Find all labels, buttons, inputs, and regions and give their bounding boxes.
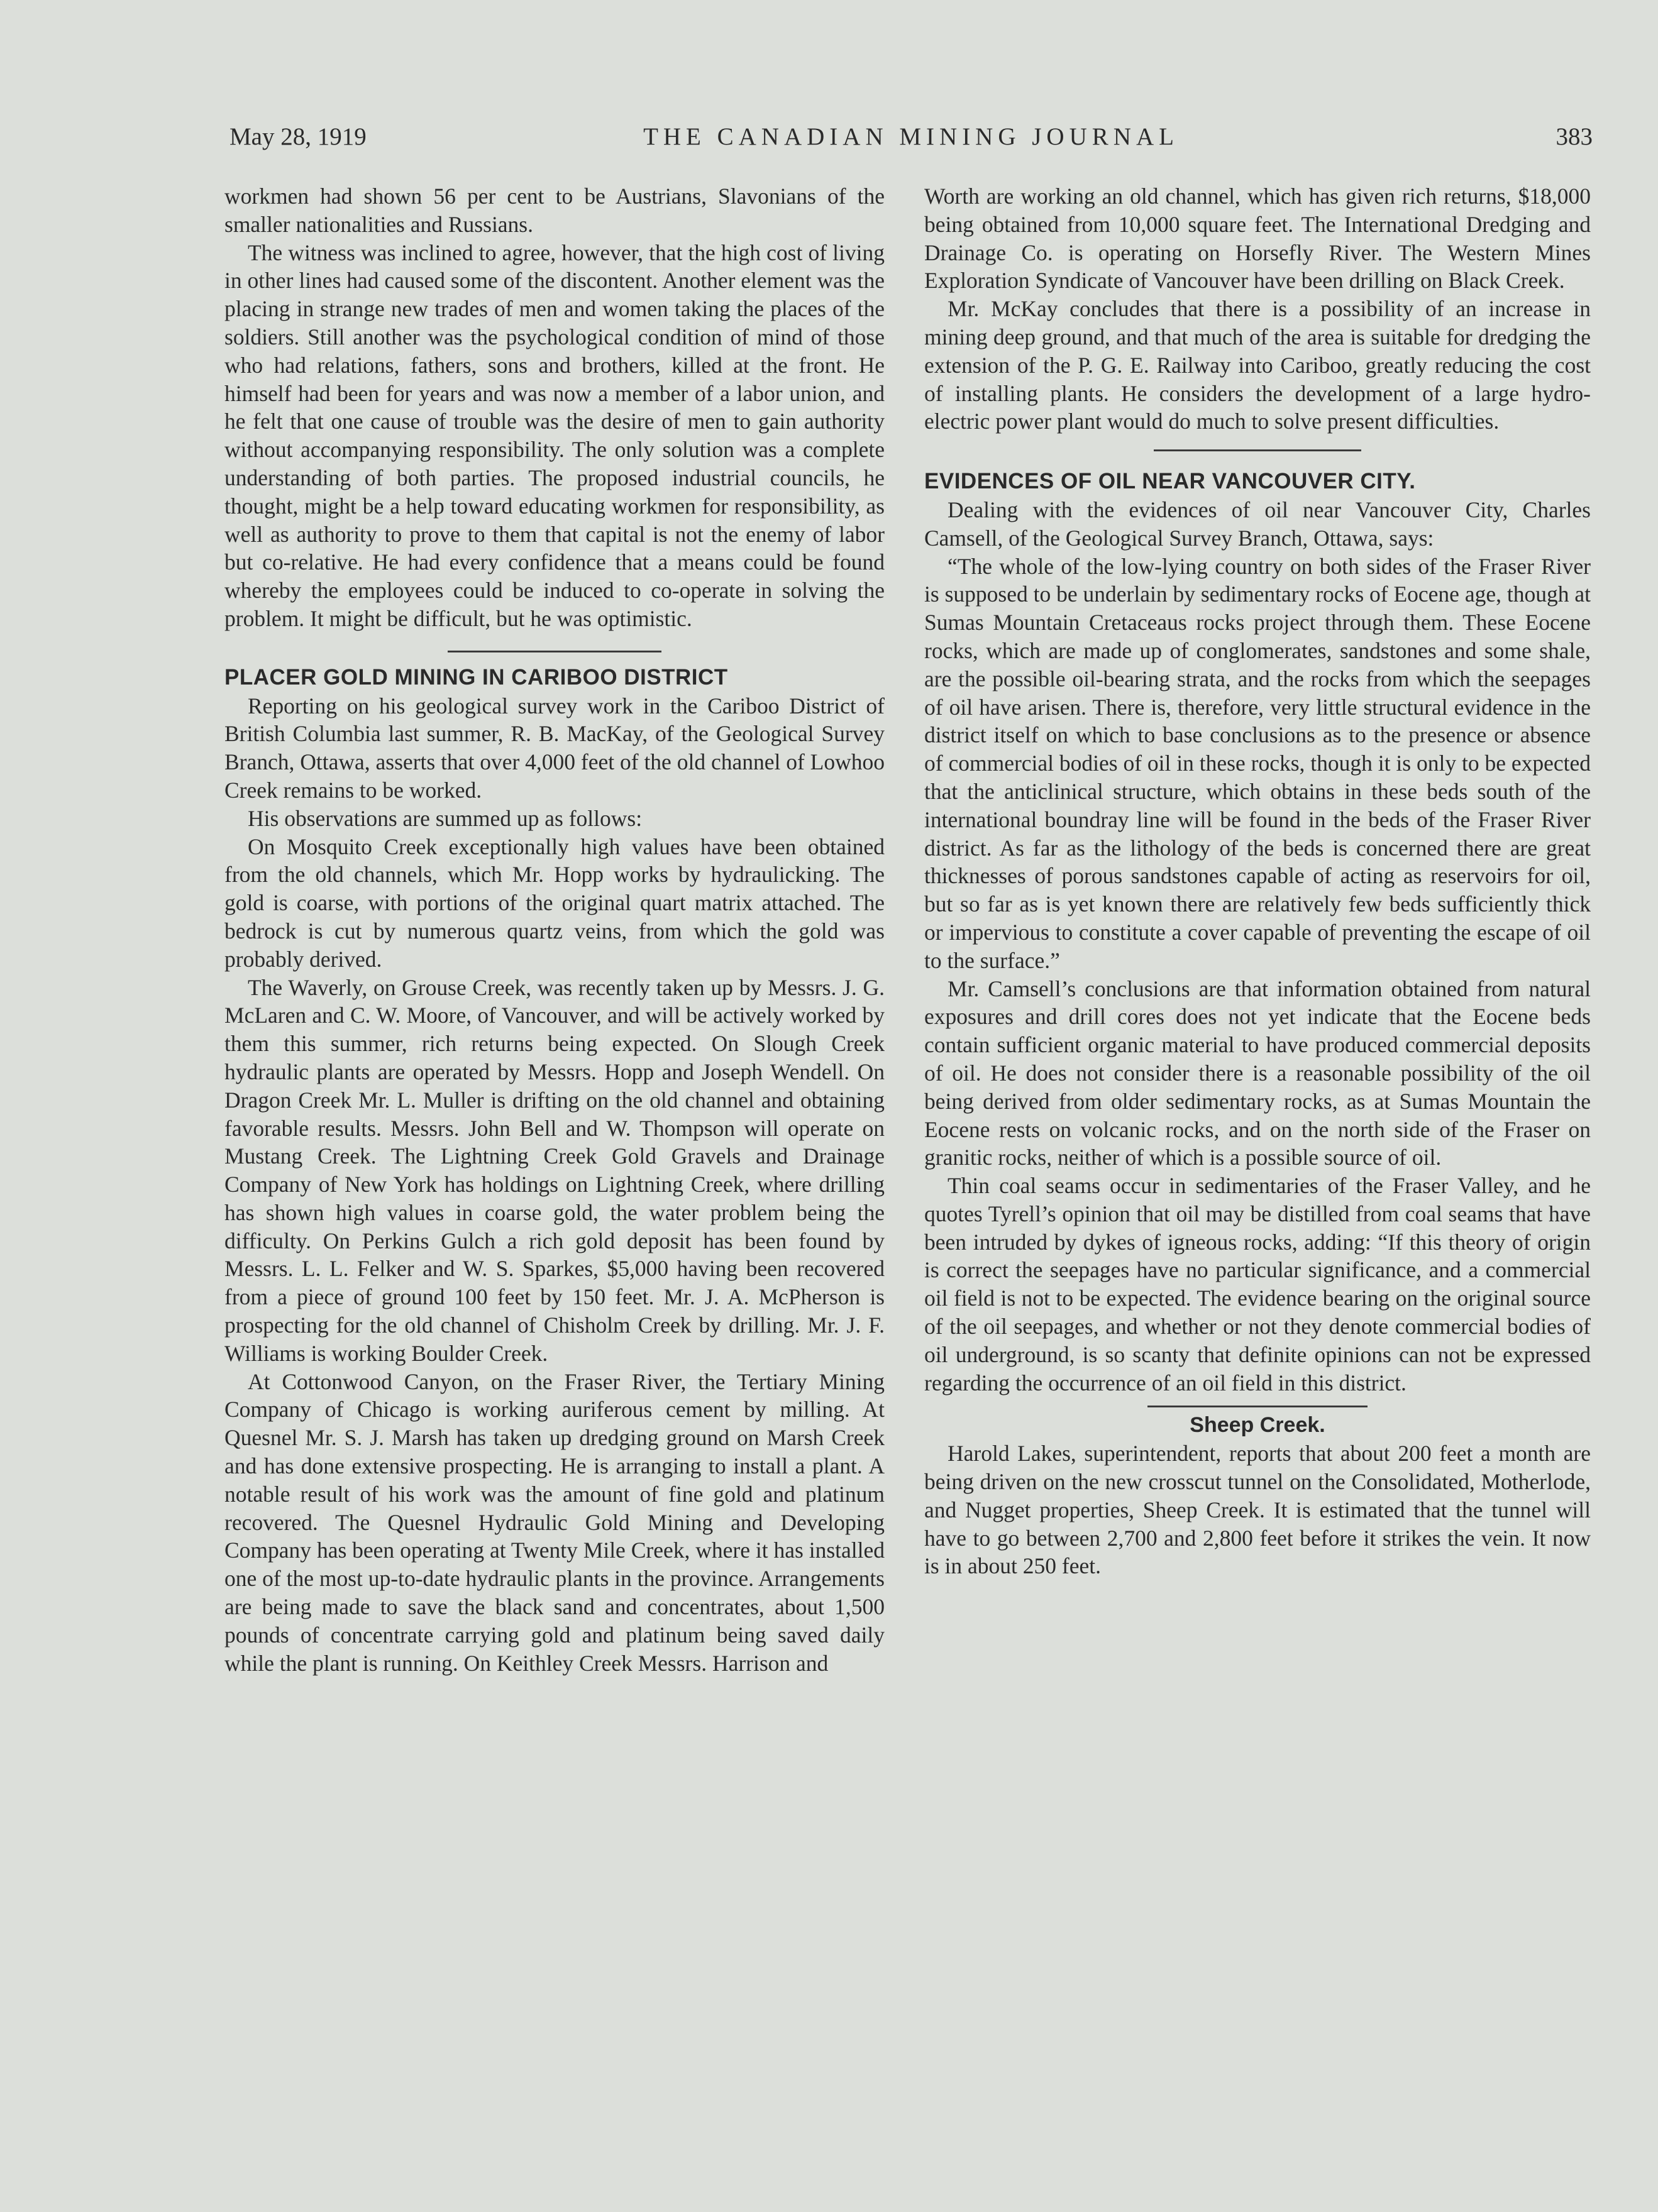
article-paragraph: Harold Lakes, superintendent, reports that about 200 feet a month are being driven on the new crosscut tunnel on the Consolidated, Motherlode, and Nugget properties, Sheep Creek. It is estimated that the tunnel will have to go between 2,700 and 2,800 feet before it strikes the vein. It now is in about 250 feet. xyxy=(924,1441,1591,1579)
article-paragraph: On Mosquito Creek exceptionally high values have been obtained from the old channels, which Mr. Hopp works by hydraulicking. The gold is coarse, with portions of the original quart matrix attached. The bedrock is cut by numerous quartz veins, from which the gold was probably derived. xyxy=(224,834,885,972)
section-divider xyxy=(1147,1406,1368,1407)
issue-date: May 28, 1919 xyxy=(229,123,367,150)
journal-title: THE CANADIAN MINING JOURNAL xyxy=(643,123,1179,150)
sheep-creek-heading: Sheep Creek. xyxy=(1190,1413,1325,1438)
article-paragraph: At Cottonwood Canyon, on the Fraser River, the Tertiary Mining Company of Chicago is working auriferous cement by milling. At Quesnel Mr. S. J. Marsh has taken up dredging ground on Marsh Creek and has done extensive prospecting. He is arranging to install a plant. A notable result of his work was the amount of fine gold and platinum recovered. The Quesnel Hydraulic Gold Mining and Developing Company has been operating at Twenty Mile Creek, where it has installed one of the most up-to-date hydraulic plants in the province. Arrangements are being made to save the black sand and concentrates, about 1,500 pounds of concentrate carrying gold and platinum being saved daily while the plant is running. On Keithley Creek Messrs. Harrison and xyxy=(224,1368,885,1676)
article-paragraph: workmen had shown 56 per cent to be Austrians, Slavonians of the smaller nationalities and Russians. xyxy=(224,184,885,237)
section-divider xyxy=(448,651,661,652)
article-paragraph: Dealing with the evidences of oil near Vancouver City, Charles Camsell, of the Geological Survey Branch, Ottawa, says: xyxy=(924,497,1591,551)
article-paragraph: His observations are summed up as follows: xyxy=(248,805,643,831)
article-paragraph: The witness was inclined to agree, however, that the high cost of living in other lines had caused some of the discontent. Another element was the placing in strange new trades of men and women taking the places of the soldiers. Still another was the psychological condition of mind of those who had relations, fathers, sons and brothers, killed at the front. He himself had been for years and was now a member of a labor union, and he felt that one cause of trouble was the desire of men to gain authority without accompanying responsibility. The only solution was a complete understanding of both parties. The proposed industrial councils, he thought, might be a help toward educating workmen for responsibility, as well as authority to prove to them that capital is not the enemy of labor but co-relative. He had every confidence that a means could be found whereby the employees could be induced to co-operate in solving the problem. It might be difficult, but he was optimistic. xyxy=(224,239,885,631)
page-number: 383 xyxy=(1556,123,1593,150)
placer-gold-heading: PLACER GOLD MINING IN CARIBOO DISTRICT xyxy=(224,664,728,690)
section-divider xyxy=(1154,449,1361,451)
article-paragraph: Thin coal seams occur in sedimentaries of the Fraser Valley, and he quotes Tyrell’s opinion that oil may be distilled from coal seams that have been intruded by dykes of igneous rocks, adding: “If this theory of origin is correct the seepages have no particular significance, and a commercial oil field is not to be expected. The evidence bearing on the original source of the oil seepages, and whether or not they denote commercial bodies of oil underground, is so scanty that definite opinions can not be expressed regarding the occurrence of an oil field in this district. xyxy=(924,1173,1591,1395)
right-column xyxy=(924,182,1591,1580)
left-column xyxy=(224,182,885,1677)
article-paragraph: Worth are working an old channel, which has given rich returns, $18,000 being obtained from 10,000 square feet. The International Dredging and Drainage Co. is operating on Horsefly River. The Western Mines Exploration Syndicate of Vancouver have been drilling on Black Creek. xyxy=(924,184,1591,294)
article-paragraph: Mr. Camsell’s conclusions are that information obtained from natural exposures and drill cores does not yet indicate that the Eocene beds contain sufficient organic material to have produced commercial deposits of oil. He does not consider there is a reasonable possibility of the oil being derived from older sedimentary rocks, as at Sumas Mountain the Eocene rests on volcanic rocks, and on the north side of the Fraser on granitic rocks, neither of which is a possible source of oil. xyxy=(924,976,1591,1170)
page-header xyxy=(229,123,1593,160)
article-paragraph: Mr. McKay concludes that there is a possibility of an increase in mining deep ground, and that much of the area is suitable for dredging the extension of the P. G. E. Railway into Cariboo, greatly reducing the cost of installing plants. He considers the development of a large hydro-electric power plant would do much to solve present difficulties. xyxy=(924,296,1591,434)
oil-evidence-heading: EVIDENCES OF OIL NEAR VANCOUVER CITY. xyxy=(924,469,1416,494)
article-paragraph: Reporting on his geological survey work in the Cariboo District of British Columbia last summer, R. B. MacKay, of the Geological Survey Branch, Ottawa, asserts that over 4,000 feet of the old channel of Lowhoo Creek remains to be worked. xyxy=(224,693,885,803)
article-paragraph: The Waverly, on Grouse Creek, was recently taken up by Messrs. J. G. McLaren and C. W. Moore, of Vancouver, and will be actively worked by them this summer, rich returns being expected. On Slough Creek hydraulic plants are operated by Messrs. Hopp and Joseph Wendell. On Dragon Creek Mr. L. Muller is drifting on the old channel and obtaining favorable results. Messrs. John Bell and W. Thompson will operate on Mustang Creek. The Lightning Creek Gold Gravels and Drainage Company of New York has holdings on Lightning Creek, where drilling has shown high values in coarse gold, the water problem being the difficulty. On Perkins Gulch a rich gold deposit has been found by Messrs. L. L. Felker and W. S. Sparkes, $5,000 having been recovered from a piece of ground 100 feet by 150 feet. Mr. J. A. McPherson is prospecting for the old channel of Chisholm Creek by drilling. Mr. J. F. Williams is working Boulder Creek. xyxy=(224,974,885,1366)
article-paragraph: “The whole of the low-lying country on both sides of the Fraser River is supposed to be underlain by sedimentary rocks of Eocene age, though at Sumas Mountain Cretaceaus rocks project through them. These Eocene rocks, which are made up of conglomerates, sandstones and some shale, are the possible oil-bearing strata, and the rocks from which the seepages of oil have arisen. There is, therefore, very little structural evidence in the district itself on which to base conclusions as to the presence or absence of commercial bodies of oil in these rocks, though it is only to be expected that the anticlinical structure, which obtains in these beds south of the international boundray line will be found in the beds of the Fraser River district. As far as the lithology of the beds is concerned there are great thicknesses of porous sandstones capable of acting as reservoirs for oil, but so far as is yet known there are relatively few beds sufficiently thick or impervious to constitute a cover capable of preventing the escape of oil to the surface.” xyxy=(924,553,1591,973)
